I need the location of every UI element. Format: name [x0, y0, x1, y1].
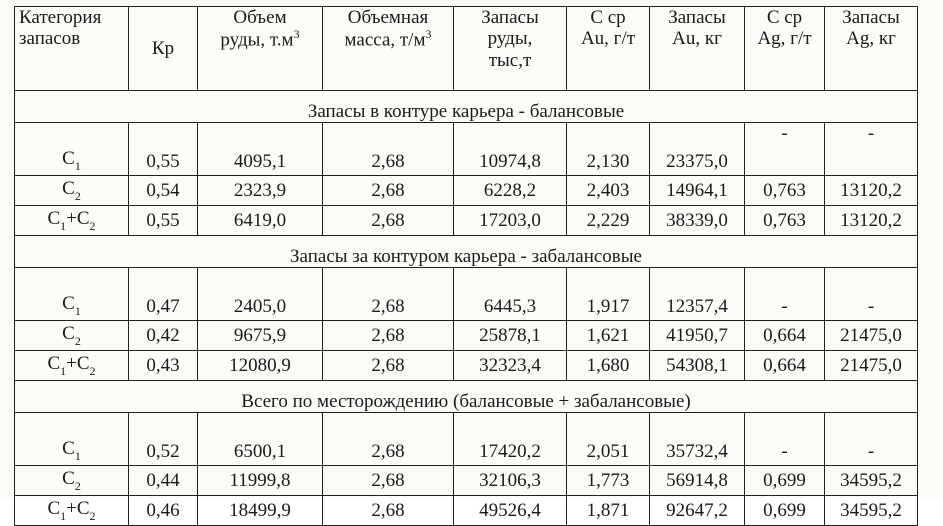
section-title: Запасы в контуре карьера - балансовые	[15, 91, 918, 123]
ore-reserves-cell: 32323,4	[454, 351, 567, 381]
bulk-mass-cell: 2,68	[323, 321, 454, 351]
ag-reserves-cell: 34595,2	[825, 466, 918, 496]
c-au-cell: 1,773	[567, 466, 650, 496]
section-title: Запасы за контуром карьера - забалансовые	[15, 236, 918, 268]
ore-volume-cell: 2323,9	[198, 176, 323, 206]
c-au-cell: 2,051	[567, 413, 650, 466]
bulk-mass-cell: 2,68	[323, 123, 454, 176]
c-ag-cell: -	[745, 268, 825, 321]
header-category: Категория запасов	[15, 7, 129, 91]
au-reserves-cell: 54308,1	[650, 351, 745, 381]
ag-reserves-cell: 34595,2	[825, 496, 918, 526]
header-au-reserves: Запасы Au, кг	[650, 7, 745, 91]
kr-cell: 0,46	[129, 496, 198, 526]
c-au-cell: 1,917	[567, 268, 650, 321]
category-cell: $C_1$	[15, 413, 129, 466]
table-row	[15, 206, 918, 236]
table-row	[15, 123, 918, 176]
c-au-cell: 2,229	[567, 206, 650, 236]
ore-reserves-cell: 17203,0	[454, 206, 567, 236]
c-ag-cell: 0,699	[745, 466, 825, 496]
c-ag-cell: 0,699	[745, 496, 825, 526]
ag-reserves-cell: -	[825, 413, 918, 466]
table-row	[15, 496, 918, 526]
ag-reserves-cell: 21475,0	[825, 351, 918, 381]
c-ag-cell: -	[745, 123, 825, 176]
header-c-ag: С ср Ag, г/т	[745, 7, 825, 91]
bulk-mass-cell: 2,68	[323, 206, 454, 236]
au-reserves-cell: 12357,4	[650, 268, 745, 321]
table-row	[15, 466, 918, 496]
au-reserves-cell: 23375,0	[650, 123, 745, 176]
bulk-mass-cell: 2,68	[323, 496, 454, 526]
header-ore-reserves: Запасы руды, тыс,т	[454, 7, 567, 91]
ore-reserves-cell: 32106,3	[454, 466, 567, 496]
ag-reserves-cell: 13120,2	[825, 206, 918, 236]
bulk-mass-cell: 2,68	[323, 268, 454, 321]
c-ag-cell: -	[745, 413, 825, 466]
ore-volume-cell: 11999,8	[198, 466, 323, 496]
section-header-row	[15, 236, 918, 268]
ag-reserves-cell: 21475,0	[825, 321, 918, 351]
c-ag-cell: 0,763	[745, 206, 825, 236]
header-kr: Кр	[129, 7, 198, 91]
category-cell: $C_1$	[15, 123, 129, 176]
ore-volume-cell: 2405,0	[198, 268, 323, 321]
ore-volume-cell: 6419,0	[198, 206, 323, 236]
header-ore-volume: Объем руды, $т.м^3$	[198, 7, 323, 91]
section-title: Всего по месторождению (балансовые + забалансовые)	[15, 381, 918, 413]
ore-reserves-cell: 6228,2	[454, 176, 567, 206]
kr-cell: 0,43	[129, 351, 198, 381]
table-row	[15, 176, 918, 206]
bulk-mass-cell: 2,68	[323, 466, 454, 496]
category-cell: $C_2$	[15, 321, 129, 351]
header-c-au: С ср Au, г/т	[567, 7, 650, 91]
category-cell: $C_2$	[15, 466, 129, 496]
kr-cell: 0,42	[129, 321, 198, 351]
section-header-row	[15, 91, 918, 123]
ore-reserves-cell: 10974,8	[454, 123, 567, 176]
table-body	[15, 91, 918, 526]
c-au-cell: 2,130	[567, 123, 650, 176]
ore-volume-cell: 12080,9	[198, 351, 323, 381]
reserves-table	[14, 6, 918, 526]
category-cell: $C_1+C_2$	[15, 206, 129, 236]
ore-reserves-cell: 49526,4	[454, 496, 567, 526]
c-ag-cell: 0,664	[745, 321, 825, 351]
c-ag-cell: 0,763	[745, 176, 825, 206]
kr-cell: 0,47	[129, 268, 198, 321]
category-cell: $C_2$	[15, 176, 129, 206]
header-row	[15, 7, 918, 91]
table-row	[15, 321, 918, 351]
table-row	[15, 268, 918, 321]
table-row	[15, 351, 918, 381]
bulk-mass-cell: 2,68	[323, 176, 454, 206]
ore-reserves-cell: 17420,2	[454, 413, 567, 466]
ore-reserves-cell: 6445,3	[454, 268, 567, 321]
kr-cell: 0,54	[129, 176, 198, 206]
category-cell: $C_1+C_2$	[15, 351, 129, 381]
c-au-cell: 2,403	[567, 176, 650, 206]
ore-volume-cell: 6500,1	[198, 413, 323, 466]
ore-volume-cell: 9675,9	[198, 321, 323, 351]
ore-reserves-cell: 25878,1	[454, 321, 567, 351]
kr-cell: 0,55	[129, 206, 198, 236]
au-reserves-cell: 56914,8	[650, 466, 745, 496]
kr-cell: 0,52	[129, 413, 198, 466]
c-au-cell: 1,871	[567, 496, 650, 526]
section-header-row	[15, 381, 918, 413]
au-reserves-cell: 41950,7	[650, 321, 745, 351]
c-ag-cell: 0,664	[745, 351, 825, 381]
c-au-cell: 1,680	[567, 351, 650, 381]
ore-volume-cell: 18499,9	[198, 496, 323, 526]
c-au-cell: 1,621	[567, 321, 650, 351]
ag-reserves-cell: -	[825, 123, 918, 176]
kr-cell: 0,55	[129, 123, 198, 176]
ore-volume-cell: 4095,1	[198, 123, 323, 176]
header-ag-reserves: Запасы Ag, кг	[825, 7, 918, 91]
table-row	[15, 413, 918, 466]
category-cell: $C_1$	[15, 268, 129, 321]
ag-reserves-cell: -	[825, 268, 918, 321]
kr-cell: 0,44	[129, 466, 198, 496]
category-cell: $C_1+C_2$	[15, 496, 129, 526]
ag-reserves-cell: 13120,2	[825, 176, 918, 206]
au-reserves-cell: 35732,4	[650, 413, 745, 466]
au-reserves-cell: 14964,1	[650, 176, 745, 206]
header-bulk-mass: Объемная масса, $т/м^3$	[323, 7, 454, 91]
bulk-mass-cell: 2,68	[323, 351, 454, 381]
au-reserves-cell: 38339,0	[650, 206, 745, 236]
au-reserves-cell: 92647,2	[650, 496, 745, 526]
bulk-mass-cell: 2,68	[323, 413, 454, 466]
